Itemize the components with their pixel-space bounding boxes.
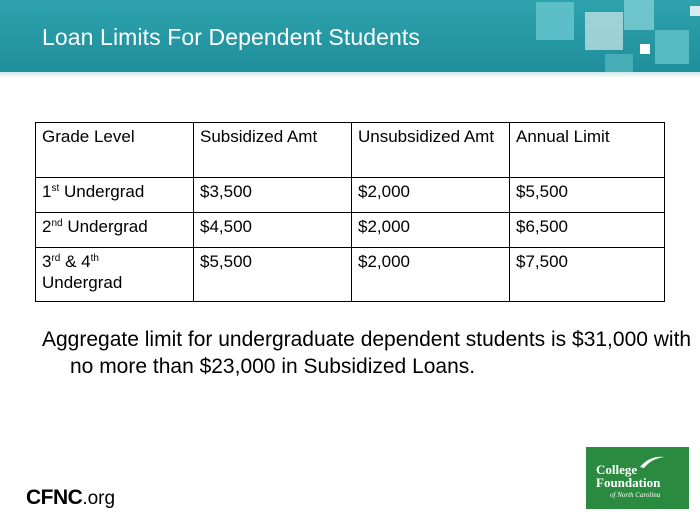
decorative-square bbox=[536, 2, 574, 40]
table-row bbox=[36, 213, 665, 248]
decorative-square bbox=[585, 12, 623, 50]
cfnc-logo-main: CFNC bbox=[26, 486, 83, 509]
table-header-row bbox=[36, 123, 665, 178]
decorative-square bbox=[640, 44, 650, 54]
college-foundation-logo bbox=[586, 447, 689, 509]
subsidized-cell: $3,500 bbox=[194, 178, 352, 213]
decorative-square bbox=[605, 54, 633, 72]
title-banner bbox=[0, 0, 700, 72]
header-shadow bbox=[0, 72, 700, 78]
aggregate-limit-text: Aggregate limit for undergraduate dependent students is $31,000 with no more than $23,000 in Subsidized Loans. bbox=[42, 328, 692, 378]
unsubsidized-cell: $2,000 bbox=[352, 213, 510, 248]
table-row bbox=[36, 178, 665, 213]
decorative-square bbox=[655, 30, 689, 64]
cfnc-logo-suffix: .org bbox=[82, 488, 116, 509]
cfnc-logo bbox=[26, 486, 115, 510]
loan-limits-table bbox=[35, 122, 665, 302]
subsidized-cell: $5,500 bbox=[194, 248, 352, 302]
logo-line-college: College bbox=[596, 462, 638, 477]
decorative-square bbox=[690, 6, 700, 16]
logo-line-foundation: Foundation bbox=[596, 475, 661, 490]
grade-cell: 2nd Undergrad bbox=[36, 213, 194, 248]
unsubsidized-cell: $2,000 bbox=[352, 178, 510, 213]
swoosh-icon bbox=[638, 453, 666, 469]
annual-limit-cell: $6,500 bbox=[510, 213, 665, 248]
decorative-square bbox=[624, 0, 654, 30]
grade-cell: 1st Undergrad bbox=[36, 178, 194, 213]
header-annual-limit: Annual Limit bbox=[510, 123, 665, 178]
annual-limit-cell: $5,500 bbox=[510, 178, 665, 213]
unsubsidized-cell: $2,000 bbox=[352, 248, 510, 302]
logo-line-north-carolina: of North Carolina bbox=[610, 491, 661, 499]
header-subsidized: Subsidized Amt bbox=[194, 123, 352, 178]
header-grade-level: Grade Level bbox=[36, 123, 194, 178]
annual-limit-cell: $7,500 bbox=[510, 248, 665, 302]
subsidized-cell: $4,500 bbox=[194, 213, 352, 248]
table-row bbox=[36, 248, 665, 302]
grade-cell: 3rd & 4th Undergrad bbox=[36, 248, 194, 302]
header-unsubsidized: Unsubsidized Amt bbox=[352, 123, 510, 178]
slide-title: Loan Limits For Dependent Students bbox=[42, 24, 421, 50]
